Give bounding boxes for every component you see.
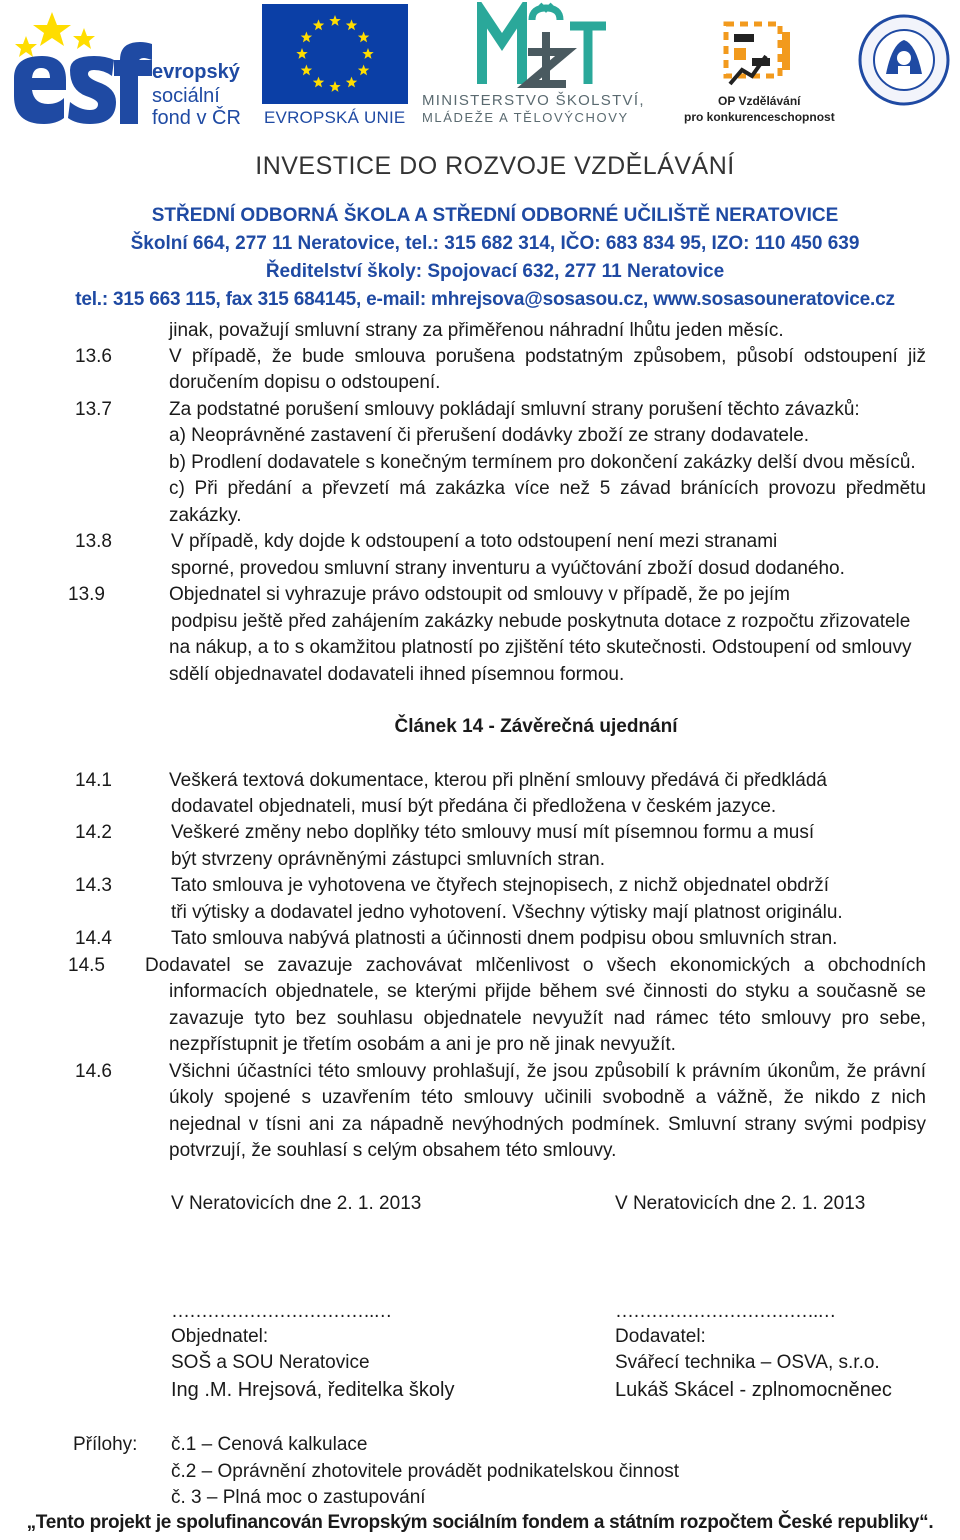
clause-number: 13.6 xyxy=(75,346,112,367)
clause-number: 14.6 xyxy=(75,1061,112,1082)
clause-line: zakázky. xyxy=(169,505,242,526)
clause-line: doručením dopisu o odstoupení. xyxy=(169,372,441,393)
right-signature-line: …………………………….… xyxy=(615,1301,836,1322)
eu-logo xyxy=(262,4,412,126)
clause-line: Veškerá textová dokumentace, kterou při plnění smlouvy předává či předkládá xyxy=(169,770,827,791)
attachments-label: Přílohy: xyxy=(73,1434,138,1455)
left-role: Objednatel: xyxy=(171,1326,269,1347)
clause-line: c) Při předání a převzetí má zakázka více než 5 závad bránících provozu předmětu xyxy=(169,478,926,499)
clause-line: Za podstatné porušení smlouvy pokládají smluvní strany porušení těchto závazků: xyxy=(169,399,860,420)
clause-line: úkoly spojené s uzavřením této smlouvy učinili svobodně a vážně, že nikdo z nich xyxy=(169,1087,926,1108)
clause-line: informacích objednatele, se kterými přijde během své činnosti do styku a současně se xyxy=(169,981,926,1002)
clause-line: dodavatel objednateli, musí být předána či předložena v českém jazyce. xyxy=(171,796,777,817)
clause-line: sdělí objednavatel dodavateli ihned písemnou formou. xyxy=(169,664,625,685)
eu-flag-icon xyxy=(262,4,408,104)
left-place-date: V Neratovicích dne 2. 1. 2013 xyxy=(171,1193,422,1214)
clause-line: tři výtisky a dodavatel jedno vyhotovení. Všechny výtisky mají platnost originálu. xyxy=(171,902,843,923)
funding-footer: „Tento projekt je spolufinancován Evropským sociálním fondem a státním rozpočtem České republiky“. xyxy=(26,1512,934,1533)
school-contact: tel.: 315 663 115, fax 315 684145, e-mail: mhrejsova@sosasou.cz, www.sosasouneratovice.cz xyxy=(75,289,895,310)
msmt-mark-icon xyxy=(420,2,620,90)
article-heading: Článek 14 - Závěrečná ujednání xyxy=(394,716,678,737)
left-signature-line: …………………………….… xyxy=(171,1301,392,1322)
right-org: Svářecí technika – OSVA, s.r.o. xyxy=(615,1352,880,1373)
clause-number: 14.2 xyxy=(75,822,112,843)
clause-number: 13.7 xyxy=(75,399,112,420)
clause-number: 14.5 xyxy=(68,955,105,976)
clause-number: 14.1 xyxy=(75,770,112,791)
clause-line: být stvrzeny oprávněnými zástupci smluvních stran. xyxy=(171,849,606,870)
esf-text-line3: fond v ČR xyxy=(152,107,241,129)
right-role: Dodavatel: xyxy=(615,1326,706,1347)
clause-number: 13.8 xyxy=(75,531,112,552)
school-directorate: Ředitelství školy: Spojovací 632, 277 11 Neratovice xyxy=(265,261,725,282)
clause-line: Veškeré změny nebo doplňky této smlouvy musí mít písemnou formu a musí xyxy=(171,822,815,843)
clause-line: Tato smlouva je vyhotovena ve čtyřech stejnopisech, z nichž objednatel obdrží xyxy=(171,875,829,896)
school-address: Školní 664, 277 11 Neratovice, tel.: 315 682 314, IČO: 683 834 95, IZO: 110 450 639 xyxy=(130,233,860,254)
clause-line: na nákup, a to s okamžitou platností po zjištění této skutečnosti. Odstoupení od smlouvy xyxy=(169,637,912,658)
esf-logo xyxy=(6,6,256,129)
op-text-line2: pro konkurenceschopnost xyxy=(684,110,835,124)
clause-number: 13.9 xyxy=(68,584,105,605)
school-seal-logo xyxy=(856,4,952,124)
msmt-logo xyxy=(420,2,680,126)
eu-caption: EVROPSKÁ UNIE xyxy=(264,108,406,127)
school-name: STŘEDNÍ ODBORNÁ ŠKOLA A STŘEDNÍ ODBORNÉ UČILIŠTĚ NERATOVICE xyxy=(151,205,839,226)
msmt-text-line2: MLÁDEŽE A TĚLOVÝCHOVY xyxy=(422,110,629,125)
clause-line: podpisu ještě před zahájením zakázky nebude poskytnuta dotace z rozpočtu zřizovatele xyxy=(171,611,911,632)
clause-line: zavazuje tyto bez souhlasu objednatele nevyužít nad rámec této smlouvy pro sebe, xyxy=(169,1008,926,1029)
clause-number: 14.3 xyxy=(75,875,112,896)
school-seal-icon xyxy=(856,4,952,114)
right-place-date: V Neratovicích dne 2. 1. 2013 xyxy=(615,1193,866,1214)
attachment-item: č.2 – Oprávnění zhotovitele provádět podnikatelskou činnost xyxy=(171,1461,680,1482)
clause-line: nezpřístupnit je třetím osobám a ani je pro ně jinak nevyužít. xyxy=(169,1034,676,1055)
attachment-item: č.1 – Cenová kalkulace xyxy=(171,1434,368,1455)
clause-line: Dodavatel se zavazuje zachovávat mlčenlivost o všech ekonomických a obchodních xyxy=(145,955,926,976)
clause-line: V případě, kdy dojde k odstoupení a toto odstoupení není mezi stranami xyxy=(171,531,778,552)
esf-text-line2: sociální xyxy=(152,85,220,107)
op-logo xyxy=(682,14,850,126)
clause-line: a) Neoprávněné zastavení či přerušení dodávky zboží ze strany dodavatele. xyxy=(169,425,810,446)
clause-line: nejednal v tísni ani za nápadně nevýhodných podmínek. Smluvní strany svými podpisy xyxy=(169,1114,926,1135)
clause-line: Objednatel si vyhrazuje právo odstoupit od smlouvy v případě, že po jejím xyxy=(169,584,790,605)
clause-line: sporné, provedou smluvní strany inventuru a vyúčtování zboží dosud dodaného. xyxy=(171,558,845,579)
clause-line: Všichni účastníci této smlouvy prohlašují, že jsou způsobilí k právním úkonům, že právní xyxy=(169,1061,926,1082)
right-person: Lukáš Skácel - zplnomocněnec xyxy=(615,1379,892,1401)
clause-line: Tato smlouva nabývá platnosti a účinnosti dnem podpisu obou smluvních stran. xyxy=(171,928,838,949)
esf-text-line1: evropský xyxy=(152,61,240,83)
msmt-text-line1: MINISTERSTVO ŠKOLSTVÍ, xyxy=(422,92,645,109)
clause-number: 14.4 xyxy=(75,928,112,949)
esf-mark-icon xyxy=(6,6,156,126)
clause-line: b) Prodlení dodavatele s konečným termínem pro dokončení zakázky delší dvou měsíců. xyxy=(169,452,916,473)
intro-line: jinak, považují smluvní strany za přiměřenou náhradní lhůtu jeden měsíc. xyxy=(169,320,784,341)
clause-line: potvrzují, že souhlasí s celým obsahem této smlouvy. xyxy=(169,1140,617,1161)
left-person: Ing .M. Hrejsová, ředitelka školy xyxy=(171,1379,455,1401)
clause-line: V případě, že bude smlouva porušena podstatným způsobem, působí odstoupení již xyxy=(169,346,926,367)
left-org: SOŠ a SOU Neratovice xyxy=(171,1352,370,1373)
op-text-line1: OP Vzdělávání xyxy=(718,94,801,108)
attachment-item: č. 3 – Plná moc o zastupování xyxy=(171,1487,426,1508)
op-mark-icon xyxy=(682,14,792,92)
investice-heading: INVESTICE DO ROZVOJE VZDĚLÁVÁNÍ xyxy=(255,152,735,180)
